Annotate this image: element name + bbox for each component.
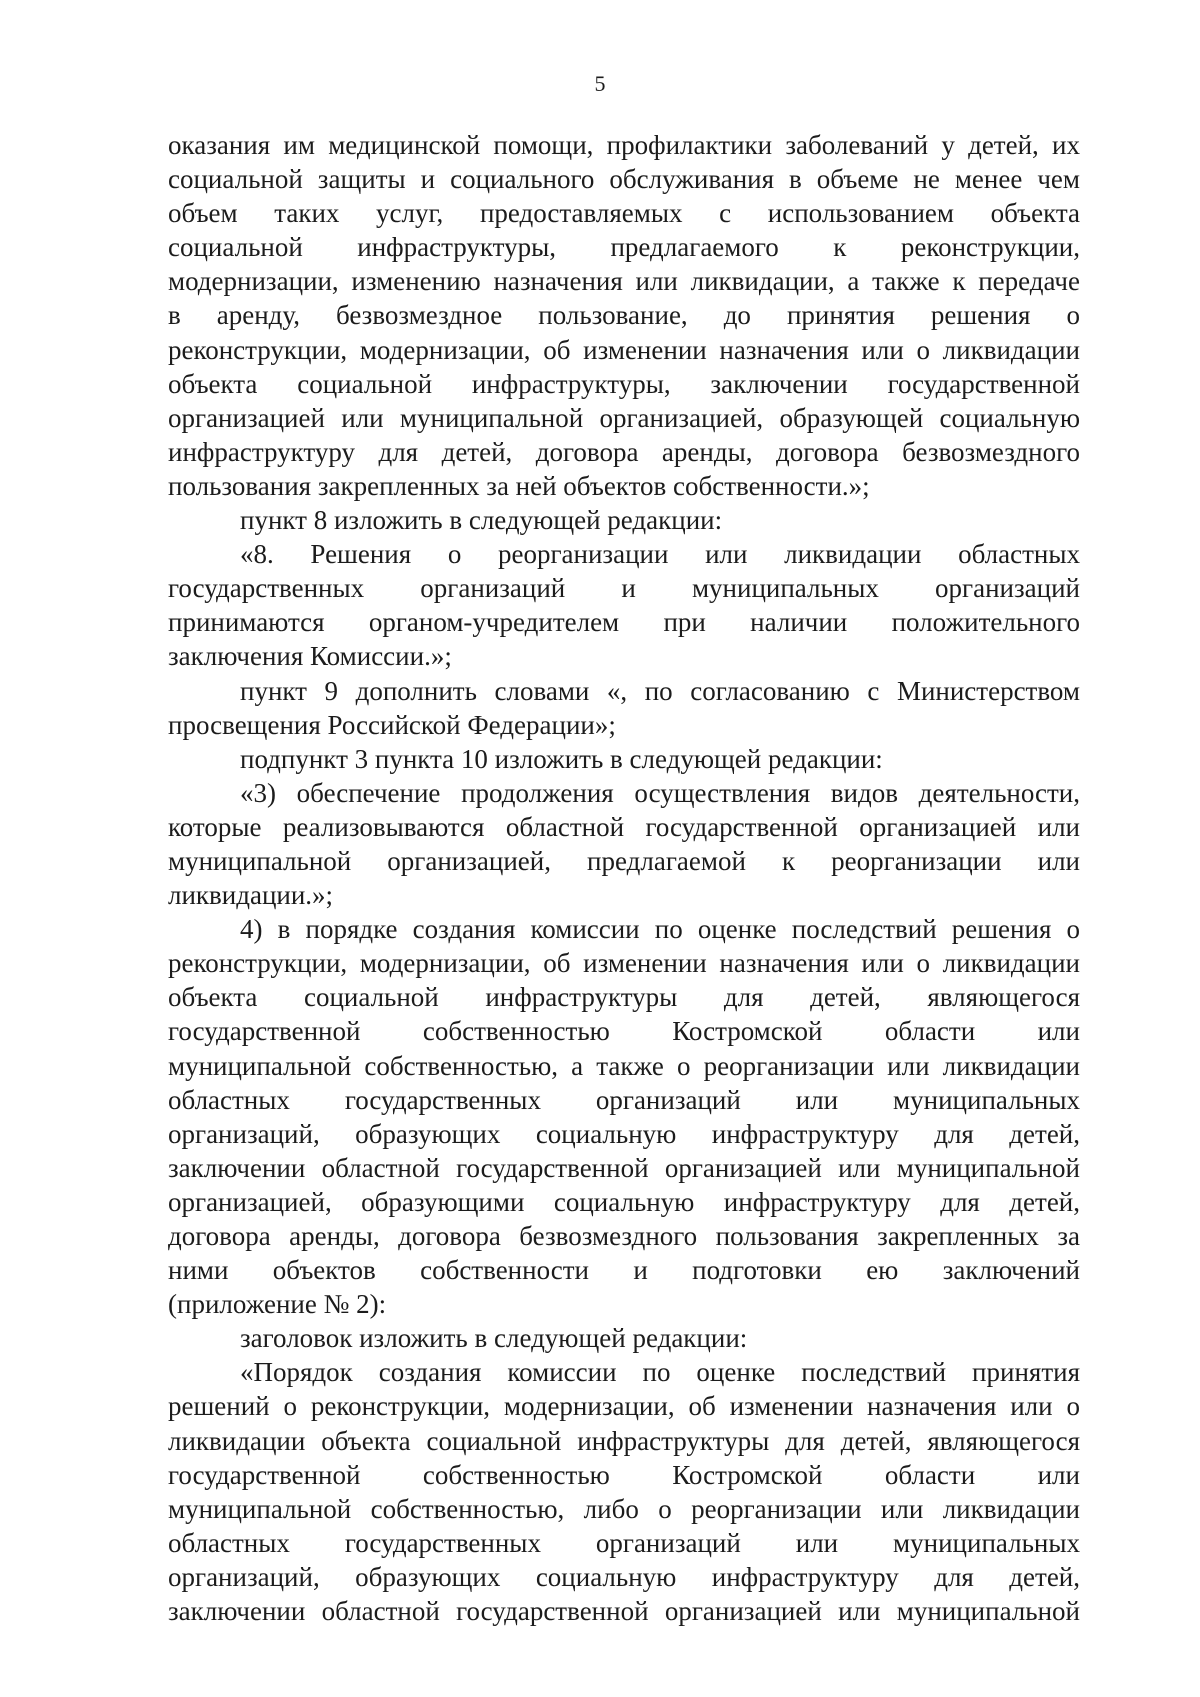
text-line: социальной инфраструктуры, предлагаемого к реконструкции,: [168, 232, 1080, 263]
text-line: организацией, образующими социальную инфраструктуру для детей,: [168, 1186, 1080, 1217]
text-line: пользования закрепленных за ней объектов собственности.»;: [168, 470, 870, 501]
text-line: реконструкции, модернизации, об изменении назначения или о ликвидации: [168, 334, 1080, 365]
text-line: (приложение № 2):: [168, 1289, 387, 1320]
text-line: реконструкции, модернизации, об изменении назначения или о ликвидации: [168, 948, 1080, 979]
page-number: 5: [594, 71, 606, 96]
text-line: просвещения Российской Федерации»;: [168, 709, 616, 740]
text-line: заголовок изложить в следующей редакции:: [240, 1323, 748, 1354]
text-line: муниципальной собственностью, либо о реорганизации или ликвидации: [168, 1493, 1080, 1524]
text-line: объем таких услуг, предоставляемых с использованием объекта: [168, 198, 1080, 229]
text-line: государственной собственностью Костромской области или: [168, 1459, 1080, 1490]
text-line: которые реализовываются областной государственной организацией или: [168, 811, 1080, 842]
text-line: объекта социальной инфраструктуры, заключении государственной: [168, 368, 1080, 399]
text-line: решений о реконструкции, модернизации, об изменении назначения или о: [168, 1391, 1080, 1422]
text-line: заключения Комиссии.»;: [168, 641, 452, 672]
text-line: организаций, образующих социальную инфраструктуру для детей,: [168, 1118, 1080, 1149]
text-line: оказания им медицинской помощи, профилактики заболеваний у детей, их: [168, 130, 1080, 160]
text-line: пункт 8 изложить в следующей редакции:: [240, 505, 723, 536]
text-line: модернизации, изменению назначения или ликвидации, а также к передаче: [168, 266, 1080, 297]
text-line: «8. Решения о реорганизации или ликвидации областных: [240, 539, 1080, 570]
document-body: [168, 128, 1080, 1628]
text-line: подпункт 3 пункта 10 изложить в следующей редакции:: [240, 743, 883, 774]
text-line: «3) обеспечение продолжения осуществления видов деятельности,: [240, 777, 1080, 808]
text-line: «Порядок создания комиссии по оценке последствий принятия: [240, 1357, 1080, 1388]
text-line: организацией или муниципальной организацией, образующей социальную: [168, 402, 1080, 433]
text-line: государственных организаций и муниципальных организаций: [168, 573, 1080, 604]
text-line: организаций, образующих социальную инфраструктуру для детей,: [168, 1561, 1080, 1592]
text-line: объекта социальной инфраструктуры для детей, являющегося: [168, 982, 1080, 1013]
text-line: государственной собственностью Костромской области или: [168, 1016, 1080, 1047]
text-line: областных государственных организаций или муниципальных: [168, 1084, 1080, 1115]
text-line: заключении областной государственной организацией или муниципальной: [168, 1152, 1080, 1183]
text-line: в аренду, безвозмездное пользование, до принятия решения о: [168, 300, 1080, 331]
text-line: 4) в порядке создания комиссии по оценке последствий решения о: [240, 914, 1080, 945]
text-line: заключении областной государственной организацией или муниципальной: [168, 1596, 1080, 1627]
text-line: ликвидации объекта социальной инфраструктуры для детей, являющегося: [168, 1425, 1080, 1456]
text-line: областных государственных организаций или муниципальных: [168, 1527, 1080, 1558]
text-line: муниципальной собственностью, а также о реорганизации или ликвидации: [168, 1050, 1080, 1081]
text-line: принимаются органом-учредителем при наличии положительного: [168, 607, 1080, 638]
text-line: договора аренды, договора безвозмездного пользования закрепленных за: [168, 1221, 1080, 1251]
text-line: ними объектов собственности и подготовки ею заключений: [168, 1255, 1080, 1286]
text-line: социальной защиты и социального обслуживания в объеме не менее чем: [168, 164, 1080, 195]
text-line: муниципальной организацией, предлагаемой к реорганизации или: [168, 845, 1080, 876]
text-line: ликвидации.»;: [168, 880, 334, 911]
text-line: пункт 9 дополнить словами «, по согласованию с Министерством: [240, 675, 1080, 706]
text-line: инфраструктуру для детей, договора аренды, договора безвозмездного: [168, 436, 1080, 467]
